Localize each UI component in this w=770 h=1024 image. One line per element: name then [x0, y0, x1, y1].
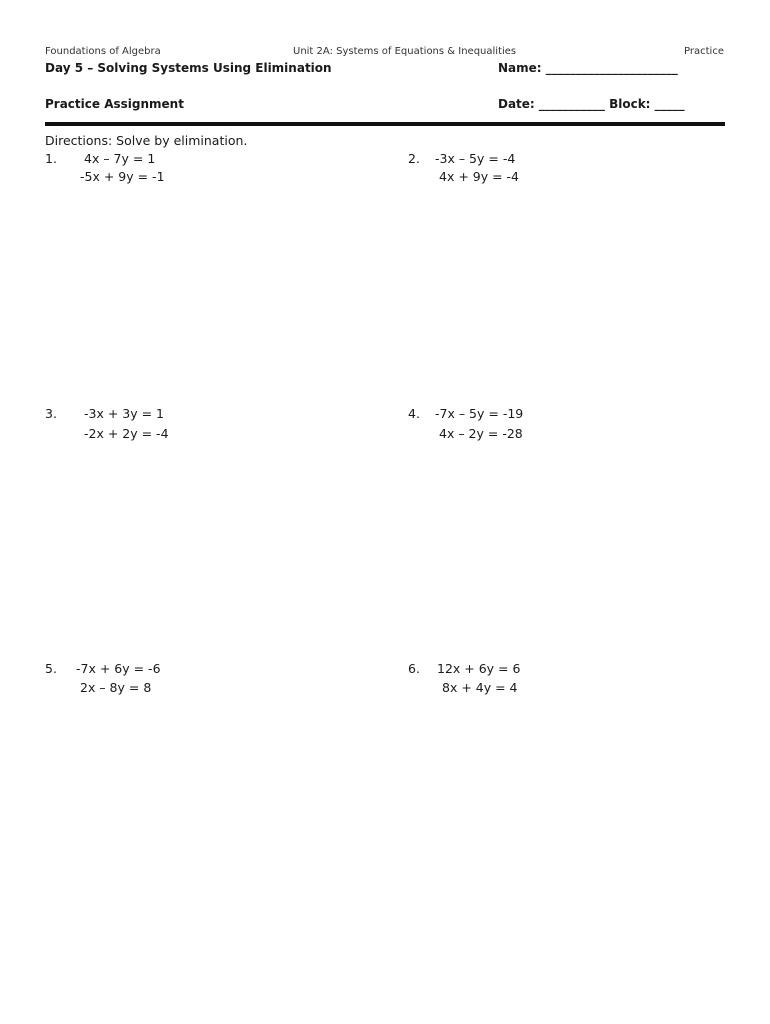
problem-equation: 4x + 9y = -4 — [439, 169, 520, 184]
problem-number: 5. — [45, 661, 57, 676]
problem-equation: 4x – 7y = 1 — [84, 151, 156, 166]
problem-number: 6. — [408, 661, 420, 676]
page-title: Day 5 – Solving Systems Using Elimination — [45, 61, 332, 75]
problem-equation: 4x – 2y = -28 — [439, 426, 523, 441]
problem-number: 2. — [408, 151, 420, 166]
doc-type: Practice — [684, 46, 724, 57]
course-name: Foundations of Algebra — [45, 46, 161, 57]
problem-equation: -3x + 3y = 1 — [84, 406, 165, 421]
header-divider — [45, 122, 725, 126]
problem-number: 3. — [45, 406, 57, 421]
date-block-field: Date: ___________ Block: _____ — [498, 97, 685, 111]
problem-equation: -3x – 5y = -4 — [435, 151, 516, 166]
problem-equation: -7x + 6y = -6 — [76, 661, 161, 676]
directions: Directions: Solve by elimination. — [45, 133, 248, 148]
problem-equation: -7x – 5y = -19 — [435, 406, 524, 421]
assignment-label: Practice Assignment — [45, 97, 184, 111]
problem-equation: 12x + 6y = 6 — [437, 661, 521, 676]
problem-equation: -2x + 2y = -4 — [84, 426, 169, 441]
problem-equation: 2x – 8y = 8 — [80, 680, 152, 695]
name-field: Name: ______________________ — [498, 61, 678, 75]
problem-equation: -5x + 9y = -1 — [80, 169, 165, 184]
problem-equation: 8x + 4y = 4 — [442, 680, 518, 695]
problem-number: 4. — [408, 406, 420, 421]
problem-number: 1. — [45, 151, 57, 166]
unit-title: Unit 2A: Systems of Equations & Inequalities — [293, 46, 517, 57]
